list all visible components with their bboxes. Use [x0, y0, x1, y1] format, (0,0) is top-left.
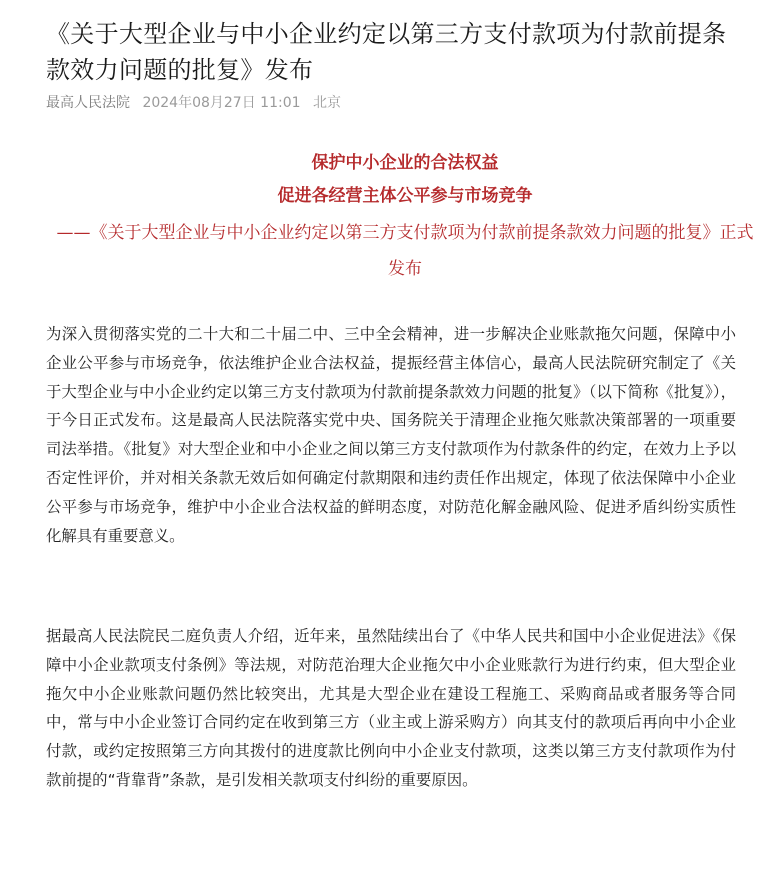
article-meta	[46, 92, 349, 114]
headline-primary: 保护中小企业的合法权益	[311, 153, 499, 173]
article-datetime: 2024年08月27日 11:01	[142, 95, 301, 111]
article-location: 北京	[312, 95, 341, 111]
body-paragraph: 据最高人民法院民二庭负责人介绍，近年来，虽然陆续出台了《中华人民共和国中小企业促进法》《保障中小企业款项支付条例》等法规，对防范治理大企业拖欠中小企业账款行为进行约束，但大型企业拖欠中小企业账款问题仍然比较突出，尤其是大型企业在建设工程施工、采购商品或者服务等合同中，常与中小企业签订合同约定在收到第三方（业主或上游采购方）向其支付的款项后再向中小企业付款，或约定按照第三方向其拨付的进度款比例向中小企业支付款项，这类以第三方支付款项作为付款前提的“背靠背”条款，是引发相关款项支付纠纷的重要原因。	[46, 627, 736, 789]
subheadline: ——《关于大型企业与中小企业约定以第三方支付款项为付款前提条款效力问题的批复》正式发布	[56, 223, 754, 279]
headline-secondary: 促进各经营主体公平参与市场竞争	[277, 186, 533, 206]
article-title: 《关于大型企业与中小企业约定以第三方支付款项为付款前提条款效力问题的批复》发布	[46, 20, 727, 84]
body-paragraph: 为深入贯彻落实党的二十大和二十届二中、三中全会精神，进一步解决企业账款拖欠问题，保障中小企业公平参与市场竞争，依法维护企业合法权益，提振经营主体信心，最高人民法院研究制定了《关于大型企业与中小企业约定以第三方支付款项为付款前提条款效力问题的批复》（以下简称《批复》），于今日正式发布。这是最高人民法院落实党中央、国务院关于清理企业拖欠账款决策部署的一项重要司法举措。《批复》对大型企业和中小企业之间以第三方支付款项作为付款条件的约定，在效力上予以否定性评价，并对相关条款无效后如何确定付款期限和违约责任作出规定，体现了依法保障中小企业公平参与市场竞争，维护中小企业合法权益的鲜明态度，对防范化解金融风险、促进矛盾纠纷实质性化解具有重要意义。	[46, 325, 736, 545]
article-source[interactable]: 最高人民法院	[46, 95, 130, 111]
